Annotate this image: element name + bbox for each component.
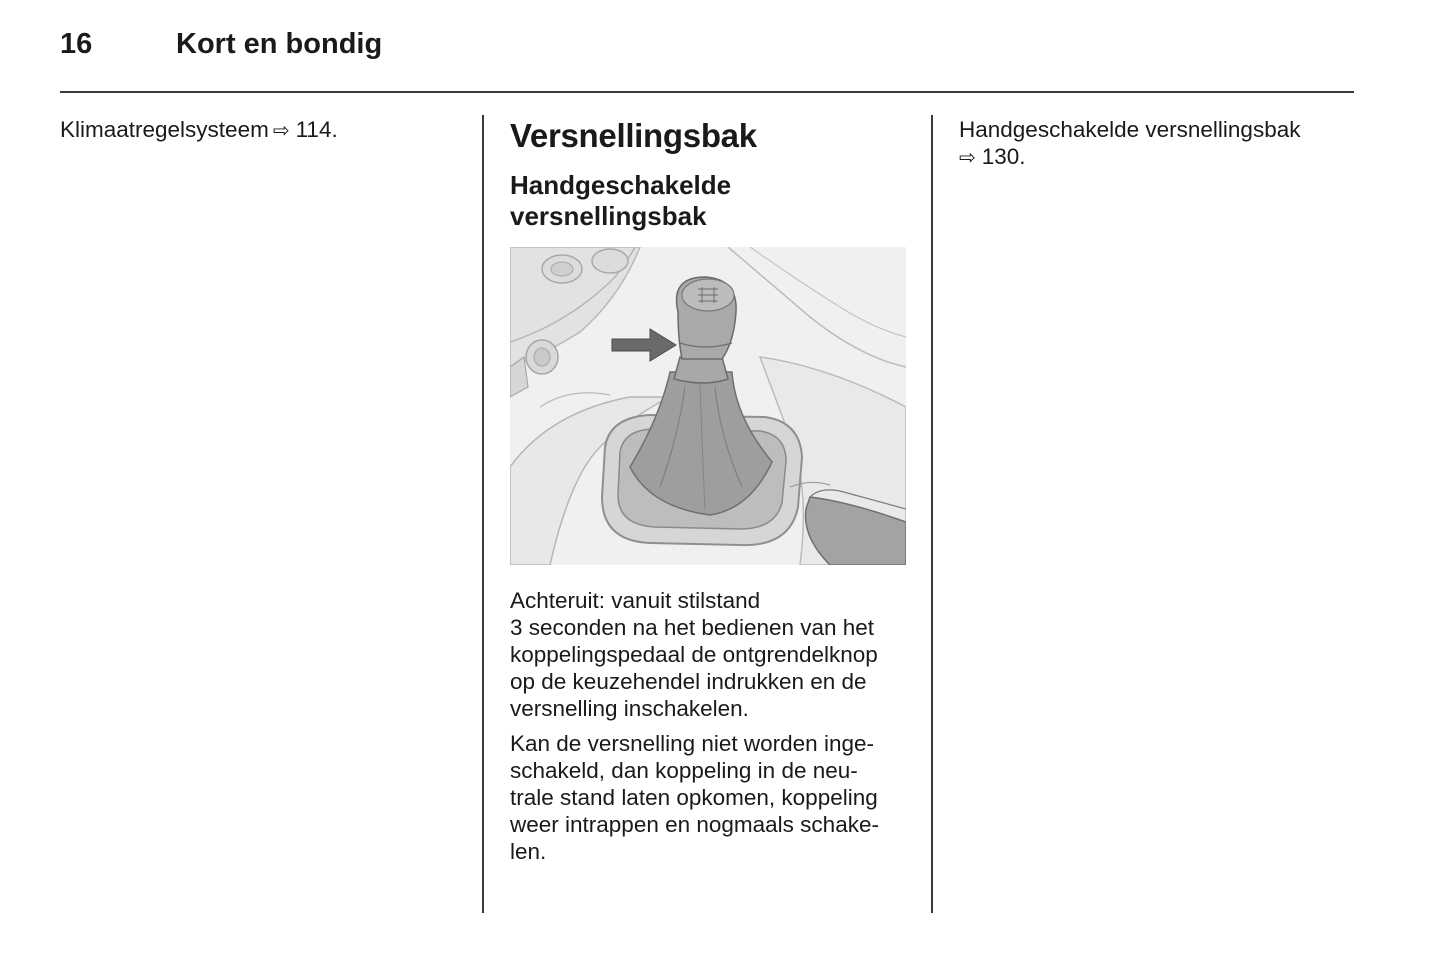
p1-line-3: koppelingspedaal de ontgrendelknop <box>510 642 878 667</box>
xref-page: 114. <box>295 117 338 142</box>
instruction-paragraph-2 <box>510 730 910 865</box>
p2-line-2: schakeld, dan koppeling in de neu- <box>510 758 858 783</box>
xref-page: 130. <box>981 144 1026 169</box>
xref-text: Handgeschakelde versnellingsbak <box>959 117 1301 142</box>
p1-line-1: Achteruit: vanuit stilstand <box>510 588 761 613</box>
header-divider <box>60 91 1354 93</box>
page-number: 16 <box>60 28 93 60</box>
middle-column <box>510 116 910 865</box>
p1-line-5: versnelling inschakelen. <box>510 696 749 721</box>
right-column <box>959 116 1354 172</box>
cross-reference-gearbox[interactable] <box>959 116 1354 172</box>
gear-shifter-illustration <box>510 247 906 565</box>
p2-line-1: Kan de versnelling niet worden inge- <box>510 731 874 756</box>
subheading <box>510 170 910 232</box>
chapter-title: Versnellingsbak <box>510 117 757 154</box>
section-title: Kort en bondig <box>176 28 383 60</box>
p2-line-4: weer intrappen en nogmaals schake- <box>510 812 879 837</box>
column-divider-left <box>482 115 484 913</box>
p2-line-3: trale stand laten opkomen, koppeling <box>510 785 878 810</box>
cross-reference-climate[interactable] <box>60 116 470 145</box>
arrow-outline-icon: ⇨ <box>272 120 290 142</box>
instruction-paragraph-1 <box>510 587 910 722</box>
p1-line-4: op de keuzehendel indrukken en de <box>510 669 867 694</box>
left-column <box>60 116 470 145</box>
subheading-line-1: Handgeschakelde <box>510 170 732 200</box>
column-divider-right <box>931 115 933 913</box>
arrow-outline-icon: ⇨ <box>959 147 976 169</box>
p1-line-2: 3 seconden na het bedienen van het <box>510 615 875 640</box>
subheading-line-2: versnellingsbak <box>510 201 707 231</box>
gear-shifter-drawing <box>510 247 906 565</box>
xref-text: Klimaatregelsysteem <box>60 117 269 142</box>
p2-line-5: len. <box>510 839 547 864</box>
